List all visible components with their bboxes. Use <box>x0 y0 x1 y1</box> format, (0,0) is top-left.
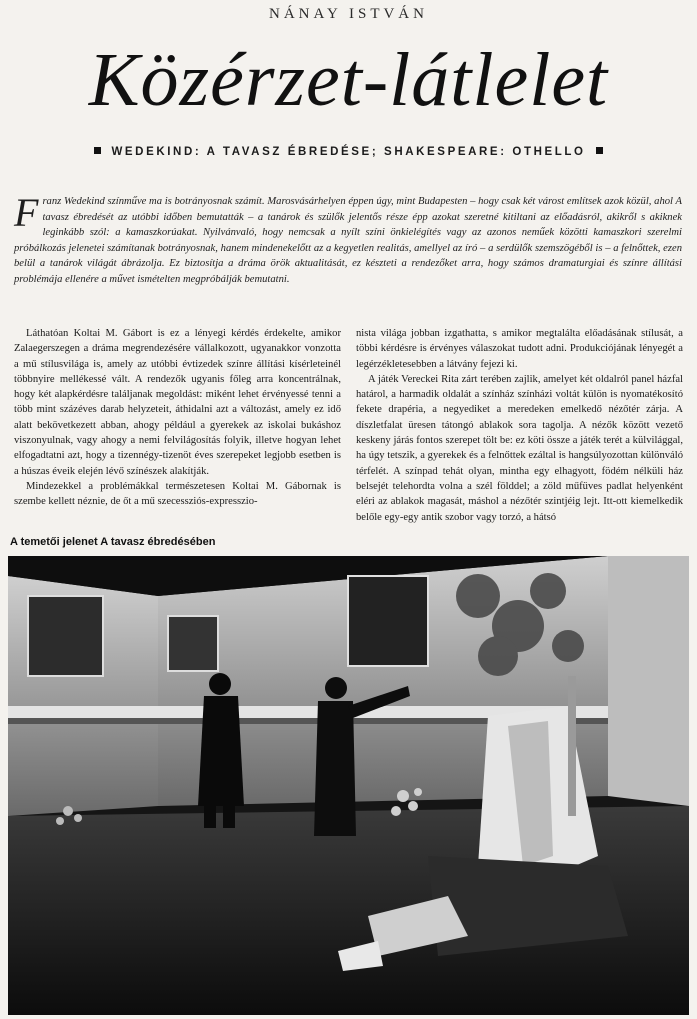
body-column-right <box>356 326 683 525</box>
subtitle-text: WEDEKIND: A TAVASZ ÉBREDÉSE; SHAKESPEARE: OTHELLO <box>111 146 586 158</box>
lead-paragraph <box>14 190 682 288</box>
paragraph: Láthatóan Koltai M. Gábort is ez a lényegi kérdés érdekelte, amikor Zalaegerszegen a dráma megrendezésére vállalkozott, ugyanakkor vonzotta a mű stílusvilága is, amely az utóbbi évtizedek színre állítási kísérleteinél többnyire mellékessé vált. A rendezők ugyanis főleg arra koncentrálnak, hogy két alapkérdésre találjanak megoldást: miként lehet érvényessé tenni a több mint százéves darab helyzeteit, áthidalni azt a változást, amely ez idő alatt bekövetkezett abban, ahogy például a gyerekek az iskolai bukáshoz viszonyulnak, vagy ahogy a nemi felvilágosítás folyik, illetve hogyan lehet elfogadtatni azt, hogy a tizennégy-tizenöt éves szerepeket legjobb esetben is a húszas éveik elején lévő színészek alakítják. <box>14 328 341 477</box>
body-column-left <box>14 326 341 510</box>
paragraph: Mindezekkel a problémákkal természetesen Koltai M. Gábornak is szembe kellett néznie, de őt a mű szecessziós-expresszio- <box>14 480 341 508</box>
paragraph: A játék Vereckei Rita zárt terében zajlik, amelyet két oldalról panel házfal határol, a harmadik oldalát a színház színházi voltát külön is nyomatékosító fekete drapéria, a negyediket a meredeken emelkedő nézőtér zárja. A díszletfalat üresen tátongó ablakok sora tagolja. A nézők között vezető keskeny járás fontos szerepet tölt be: ez köti össze a játék terét a külvilággal, ha úgy tetszik, a gyerekek és a felnőttek ezáltal is hangsúlyozottan különváló térfelét. A színpad tehát olyan, mintha egy elhagyott, födém nélküli ház belsejét telehordta volna a szél földdel; a zöld műfüves padlat helyenként eléri az ablakok magasát, máshol a nézőtér szintjéig lejt. Itt-ott kiemelkedik belőle egy-egy antik szobor vagy torzó, a hátsó <box>356 373 683 523</box>
article-title: Közérzet-látlelet <box>88 38 609 122</box>
article-subtitle <box>0 146 697 158</box>
photo-caption: A temetői jelenet A tavasz ébredésében <box>10 536 216 548</box>
drop-cap: F <box>14 190 39 235</box>
stage-photo <box>8 556 689 1015</box>
author-name: NÁNAY ISTVÁN <box>269 6 428 22</box>
paragraph: nista világa jobban izgathatta, s amikor megtalálta előadásának stílusát, a többi kérdésre is érvényes válaszokat tudott adni. Produkciójának lényegét a legérzékletesebben a látvány fejezi ki. <box>356 328 683 370</box>
square-bullet-icon <box>596 147 603 154</box>
square-bullet-icon <box>94 147 101 154</box>
lead-text: ranz Wedekind színműve ma is botrányosnak számít. Marosvásárhelyen éppen úgy, mint Budapesten – hogy csak két várost említsek azok közül, ahol A tavasz ébredését az utóbbi időben bemutatták – a tanárok és szülők jelentős része épp azokat szeretné kitiltani az előadásról, akikről s akiknek leginkább szól: a kamaszkorúakat. Nyilvánvaló, hogy nemcsak a nyílt színi önkielégítés vagy az azonos neműek közötti kamaszkori szerelmi próbálkozás jelenetei számítanak botrányosnak, hanem mindenekelőtt az a kegyetlen realitás, amellyel az író – a serdülők szemszögéből is – a felnőttek, ezen belül a tanárok világát ábrázolja. Ez biztosítja a dráma örök aktualitását, ez készteti a rendezőket arra, hogy számos dramaturgiai és színre állítási problémája ellenére a művet ismételten megpróbálják bemutatni. <box>14 196 682 285</box>
